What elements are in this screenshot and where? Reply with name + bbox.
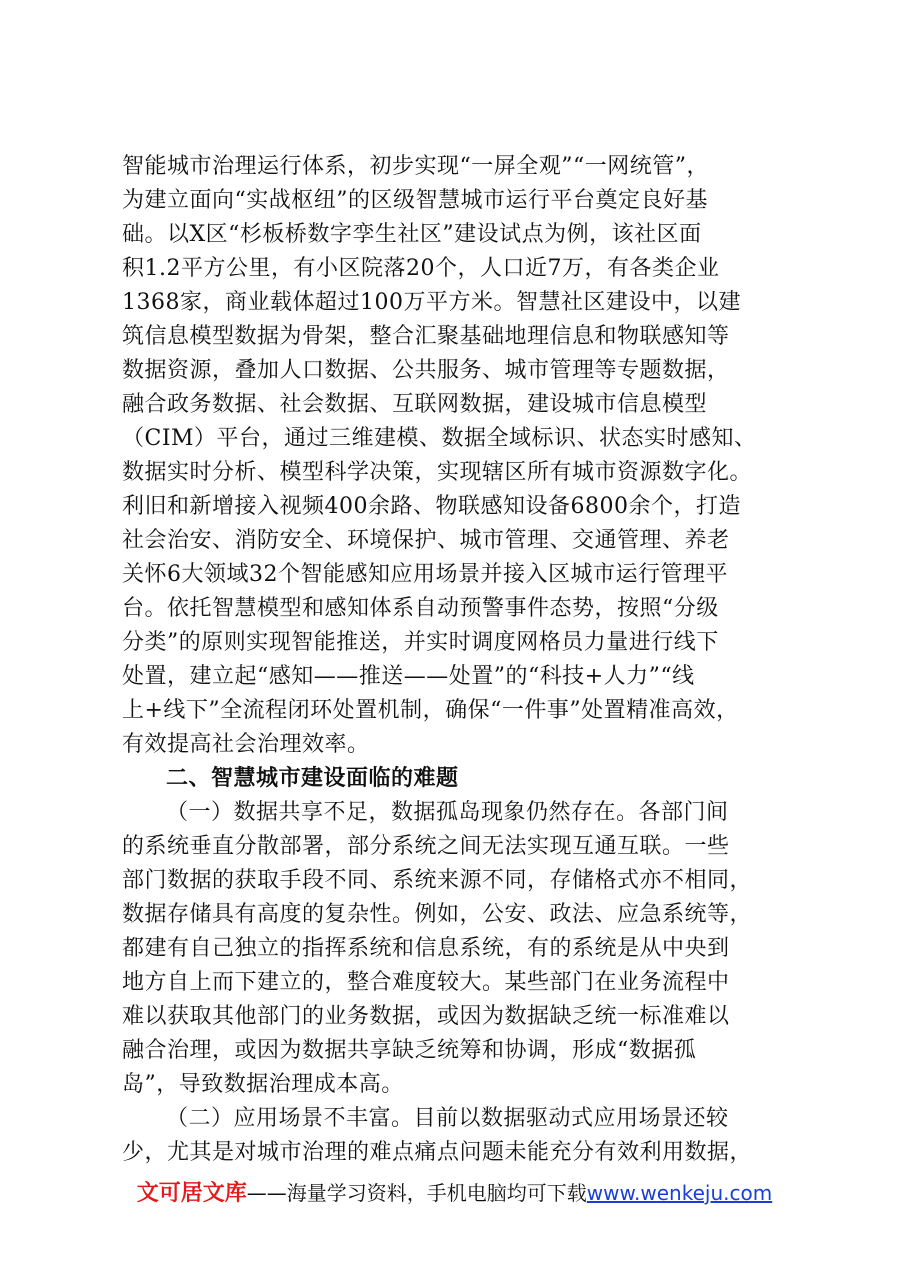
paragraph-line: 少，尤其是对城市治理的难点痛点问题未能充分有效利用数据，	[122, 1140, 753, 1165]
footer-slogan: ——海量学习资料，手机电脑均可下载	[246, 1181, 587, 1205]
paragraph-line: 积1.2平方公里，有小区院落20个，人口近7万，有各类企业	[122, 256, 720, 281]
paragraph-line: 社会治安、消防安全、环境保护、城市管理、交通管理、养老	[122, 528, 730, 553]
paragraph-line: 数据资源，叠加人口数据、公共服务、城市管理等专题数据，	[122, 358, 730, 383]
paragraph-line: 筑信息模型数据为骨架，整合汇聚基础地理信息和物联感知等	[122, 324, 730, 349]
paragraph-line: 地方自上而下建立的，整合难度较大。某些部门在业务流程中	[122, 970, 730, 995]
paragraph-line: 岛”，导致数据治理成本高。	[122, 1072, 404, 1097]
paragraph-line: 分类”的原则实现智能推送，并实时调度网格员力量进行线下	[122, 630, 719, 655]
paragraph-line: 关怀6大领域32个智能感知应用场景并接入区城市运行管理平	[122, 562, 728, 587]
paragraph-line: 利旧和新增接入视频400余路、物联感知设备6800余个，打造	[122, 494, 741, 519]
paragraph-line: 智能城市治理运行体系，初步实现“一屏全观”“一网统管”，	[122, 154, 709, 179]
paragraph-line: 融合政务数据、社会数据、互联网数据，建设城市信息模型	[122, 392, 708, 417]
paragraph-line: 1368家，商业载体超过100万平方米。智慧社区建设中，以建	[122, 290, 741, 315]
document-body	[122, 150, 794, 1170]
footer-link[interactable]: www.wenkeju.com	[586, 1181, 773, 1205]
paragraph-line: 难以获取其他部门的业务数据，或因为数据缺乏统一标准难以	[122, 1004, 730, 1029]
paragraph-line: 有效提高社会治理效率。	[122, 732, 370, 757]
paragraph-line: （二）应用场景不丰富。目前以数据驱动式应用场景还较	[166, 1106, 729, 1131]
paragraph-line: 融合治理，或因为数据共享缺乏统筹和协调，形成“数据孤	[122, 1038, 697, 1063]
footer-banner	[0, 1176, 909, 1207]
paragraph-line: 上+线下”全流程闭环处置机制，确保“一件事”处置精准高效，	[122, 698, 739, 723]
paragraph-line: 部门数据的获取手段不同、系统来源不同，存储格式亦不相同，	[122, 868, 753, 893]
paragraph-line: 础。以X区“杉板桥数字孪生社区”建设试点为例，该社区面	[122, 222, 702, 247]
paragraph-line: 为建立面向“实战枢纽”的区级智慧城市运行平台奠定良好基	[122, 188, 708, 213]
paragraph-line: 的系统垂直分散部署，部分系统之间无法实现互通互联。一些	[122, 834, 730, 859]
footer-brand: 文可居文库	[136, 1181, 247, 1206]
paragraph-line: 都建有自己独立的指挥系统和信息系统，有的系统是从中央到	[122, 936, 730, 961]
paragraph-line: 数据实时分析、模型科学决策，实现辖区所有城市资源数字化。	[122, 460, 753, 485]
paragraph-line: （CIM）平台，通过三维建模、数据全域标识、状态实时感知、	[122, 426, 757, 451]
paragraph-line: 台。依托智慧模型和感知体系自动预警事件态势，按照“分级	[122, 596, 719, 621]
paragraph-line: 数据存储具有高度的复杂性。例如，公安、政法、应急系统等，	[122, 902, 753, 927]
paragraph-line: 处置，建立起“感知——推送——处置”的“科技+人力”“线	[122, 664, 695, 689]
section-heading: 二、智慧城市建设面临的难题	[166, 766, 459, 791]
paragraph-line: （一）数据共享不足，数据孤岛现象仍然存在。各部门间	[166, 800, 729, 825]
